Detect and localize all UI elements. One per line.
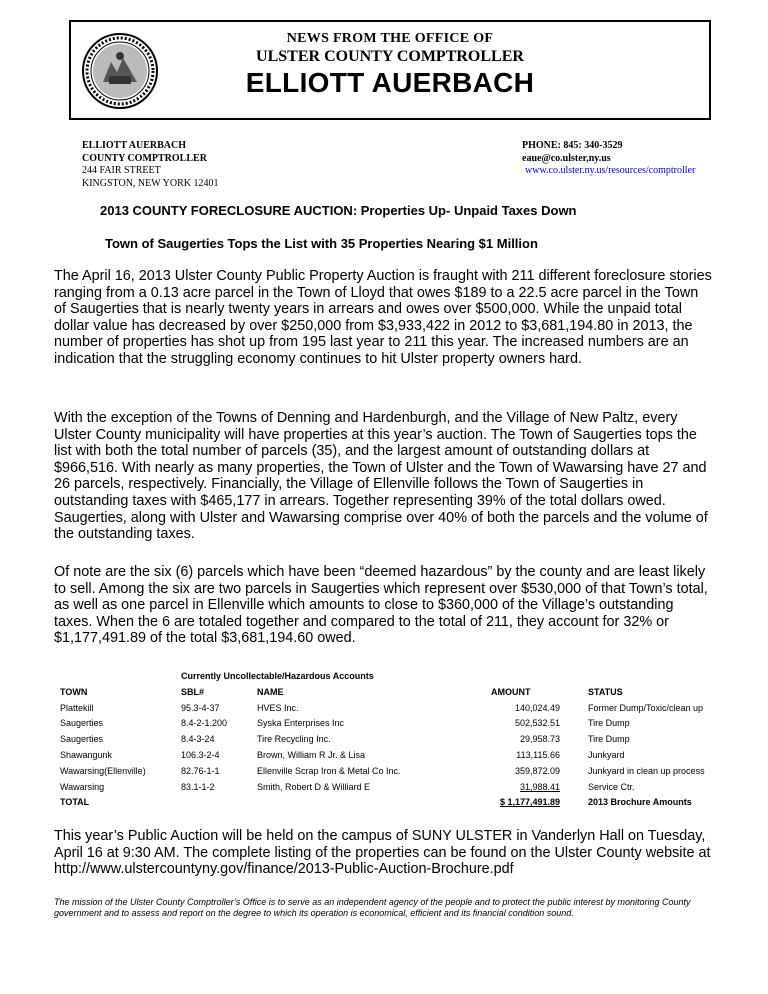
cell-amount: 502,532.51 xyxy=(514,718,560,729)
table-title: Currently Uncollectable/Hazardous Accounts xyxy=(181,671,374,681)
cell-sbl: 106.3-2-4 xyxy=(181,750,220,761)
cell-amount: 359,872.09 xyxy=(514,765,560,776)
cell-status: Service Ctr. xyxy=(588,781,635,792)
contact-city: KINGSTON, NEW YORK 12401 xyxy=(82,177,219,189)
cell-status: Tire Dump xyxy=(588,718,630,729)
table-row xyxy=(60,700,748,716)
total-status: 2013 Brochure Amounts xyxy=(588,797,692,808)
mission-statement: The mission of the Ulster County Comptroller’s Office is to serve as an independent agency of the people and to protect the public interest by monitoring County government and to assess and report on the degree to which its operation is economical, efficient and its financial condition sound. xyxy=(54,897,691,918)
total-amount: $ 1,177,491.89 xyxy=(499,797,560,808)
letterhead-office-line: NEWS FROM THE OFFICE OF xyxy=(286,31,494,46)
header-name: NAME xyxy=(257,686,284,697)
cell-sbl: 82.76-1-1 xyxy=(181,765,220,776)
cell-town: Shawangunk xyxy=(60,750,113,761)
cell-name: HVES Inc. xyxy=(257,702,299,713)
contact-email: eaue@co.ulster,ny.us xyxy=(522,152,611,164)
cell-name: Smith, Robert D & Williard E xyxy=(257,781,371,792)
hazardous-accounts-table xyxy=(60,684,748,810)
cell-town: Wawarsing(Ellenville) xyxy=(60,765,146,776)
cell-status: Junkyard xyxy=(588,750,625,761)
cell-amount: 29,958.73 xyxy=(519,734,560,745)
cell-amount: 31,988.41 xyxy=(519,781,560,792)
cell-town: Saugerties xyxy=(60,718,104,729)
cell-sbl: 8.4-3-24 xyxy=(181,734,215,745)
cell-status: Junkyard in clean up process xyxy=(588,765,705,776)
table-row xyxy=(60,731,748,747)
letterhead xyxy=(69,20,711,120)
contact-name: ELLIOTT AUERBACH xyxy=(82,140,187,151)
table-header-row xyxy=(60,684,748,700)
cell-amount: 140,024.49 xyxy=(514,702,560,713)
cell-town: Wawarsing xyxy=(60,781,105,792)
header-sbl: SBL# xyxy=(181,686,205,697)
table-row xyxy=(60,747,748,763)
cell-amount: 113,115.66 xyxy=(516,750,560,761)
contact-info-block xyxy=(522,140,695,178)
cell-sbl: 95.3-4-37 xyxy=(181,702,220,713)
contact-street: 244 FAIR STREET xyxy=(82,165,161,176)
contact-phone: PHONE: 845: 340-3529 xyxy=(522,140,623,151)
table-row xyxy=(60,716,748,732)
contact-title: COUNTY COMPTROLLER xyxy=(82,152,207,164)
paragraph-hazardous-parcels: Of note are the six (6) parcels which have been “deemed hazardous” by the county and are least likely to sell. Among the six are two parcels in Saugerties which represent over $530,000 of that Town’s total, as well as one parcel in Ellenville which amounts to close to $360,000 of the Village’s outstanding taxes. When the 6 are totaled together and compared to the total of 211, they account for 32% or $1,177,491.89 of the total $3,681,194.60 owed. xyxy=(54,564,708,647)
cell-name: Ellenville Scrap Iron & Metal Co Inc. xyxy=(257,765,401,776)
contact-website-link[interactable]: www.co.ulster.ny.us/resources/comptroller xyxy=(525,165,696,176)
header-status: STATUS xyxy=(588,686,623,697)
cell-town: Saugerties xyxy=(60,734,104,745)
cell-empty xyxy=(181,795,257,811)
paragraph-auction-details: This year’s Public Auction will be held on the campus of SUNY ULSTER in Vanderlyn Hall on Tuesday, April 16 at 9:30 AM. The complete listing of the properties can be found on the Ulster County website at http://www.ulstercountyny.gov/finance/2013-Public-Auction-Brochure.pdf xyxy=(54,828,711,878)
cell-name: Syska Enterprises Inc xyxy=(257,718,345,729)
cell-sbl: 83.1-1-2 xyxy=(181,781,215,792)
cell-status: Tire Dump xyxy=(588,734,630,745)
cell-sbl: 8.4-2-1.200 xyxy=(181,718,228,729)
table-row xyxy=(60,779,748,795)
cell-name: Tire Recycling Inc. xyxy=(257,734,331,745)
headline-secondary: Town of Saugerties Tops the List with 35 Properties Nearing $1 Million xyxy=(105,236,538,251)
cell-empty xyxy=(257,795,491,811)
letterhead-comptroller-line: ULSTER COUNTY COMPTROLLER xyxy=(256,48,524,65)
cell-name: Brown, William R Jr. & Lisa xyxy=(257,750,366,761)
header-amount: AMOUNT xyxy=(491,686,531,697)
cell-town: Plattekill xyxy=(60,702,94,713)
paragraph-auction-overview: The April 16, 2013 Ulster County Public Property Auction is fraught with 211 different foreclosure stories ranging from a 0.13 acre parcel in the Town of Lloyd that owes $189 to a 22.5 acre parcel in the Town of Saugerties that is nearly twenty years in arrears and owes over $500,000. While the unpaid total dollar value has decreased by over $250,000 from $3,933,422 in 2012 to $3,681,194.80 in 2013, the number of properties has shot up from 195 last year to 211 this year. The increased numbers are an indication that the struggling economy continues to hit Ulster property owners hard. xyxy=(54,268,712,367)
contact-address-block xyxy=(82,140,218,190)
header-town: TOWN xyxy=(60,686,88,697)
cell-status: Former Dump/Toxic/clean up xyxy=(588,702,704,713)
headline-primary: 2013 COUNTY FORECLOSURE AUCTION: Properties Up- Unpaid Taxes Down xyxy=(100,203,577,218)
total-label: TOTAL xyxy=(60,797,90,808)
paragraph-municipalities: With the exception of the Towns of Denning and Hardenburgh, and the Village of New Paltz, every Ulster County municipality will have properties at this year’s auction. The Town of Saugerties tops the list with both the total number of parcels (35), and the largest amount of outstanding dollars at $966,516. With nearly as many properties, the Town of Ulster and the Town of Wawarsing have 27 and 26 parcels, respectively. Financially, the Village of Ellenville follows the Town of Saugerties in outstanding taxes with $465,177 in arrears. Together representing 39% of the total dollars owed. Saugerties, along with Ulster and Wawarsing comprise over 40% of both the parcels and the volume of the outstanding taxes. xyxy=(54,410,708,543)
letterhead-name: ELLIOTT AUERBACH xyxy=(245,67,535,98)
table-total-row xyxy=(60,795,748,811)
table-row xyxy=(60,763,748,779)
